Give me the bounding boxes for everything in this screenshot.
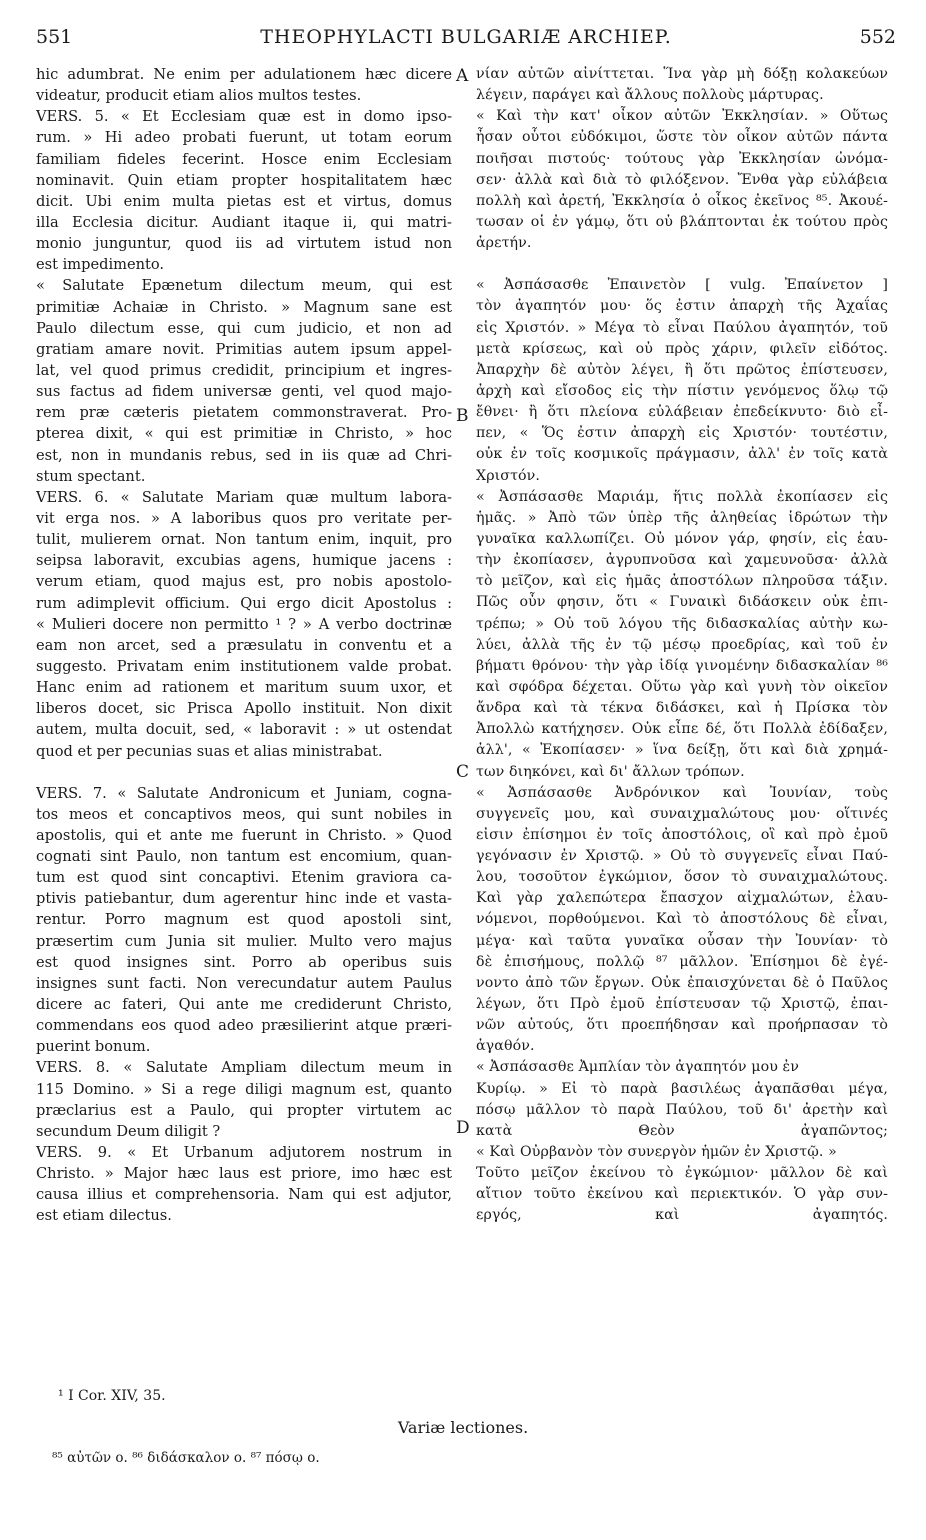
text-line: seipsa laboravit, excubias agens, humique jacens :	[36, 552, 452, 570]
text-line: VERS. 9. « Et Urbanum adjutorem nostrum in	[36, 1144, 452, 1162]
text-line: σεν· ἀλλὰ καὶ διὰ τὸ φιλόξενον. Ἔνθα γὰρ εὐλάβεια	[476, 171, 888, 188]
text-line: ἔθνει· ἢ ὅτι πλείονα εὐλάβειαν ἐπεδείκνυτο· διὸ εἶ-	[476, 404, 888, 421]
text-line: nominavit. Quin etiam propter hospitalitatem hæc	[36, 171, 452, 189]
text-line: νοντο ἀπὸ τῶν ἔργων. Οὐκ ἐπαισχύνεται δὲ ὁ Παῦλος	[476, 974, 888, 991]
text-line: dicere ac fateri, Qui ante me crediderunt Christo,	[36, 996, 452, 1014]
text-line: Καὶ γὰρ χαλεπώτερα ἔπασχον αἰχμαλώτων, ἐλαυ-	[476, 890, 888, 907]
text-line: « Ἀσπάσασθε Ἀνδρόνικον καὶ Ἰουνίαν, τοὺς	[476, 784, 888, 801]
text-line: eam non arcet, sed a præsulatu in conventu et a	[36, 636, 452, 654]
text-line: νῶν αὐτούς, ὅτι προεπήδησαν καὶ προήρπασαν τὸ	[476, 1017, 888, 1034]
text-line: lat, vel quod primus credidit, principium et ingres-	[36, 361, 452, 379]
text-line: rum adimplevit officium. Qui ergo dicit Apostolus :	[36, 594, 452, 612]
text-line: VERS. 8. « Salutate Ampliam dilectum meum in	[36, 1059, 452, 1077]
text-line: suggesto. Privatam enim institutionem valde probat.	[36, 657, 452, 675]
text-line: tum est quod sint concaptivi. Etenim graviora ca-	[36, 869, 452, 887]
text-line: secundum Deum diligit ?	[36, 1122, 221, 1140]
text-line: « Ἀσπάσασθε Ἐπαινετὸν [ vulg. Ἐπαίνετον ]	[476, 277, 888, 294]
text-line: λύει, ἀλλὰ τῆς ἐν τῷ μέσῳ προεδρίας, καὶ τοῦ ἐν	[476, 636, 888, 653]
text-line: ἄνδρα καὶ τὰ τέκνα διδάσκει, καὶ ἡ Πρίσκα τὸν	[476, 700, 888, 717]
text-line: vit erga nos. » A laboribus quos pro veritate per-	[36, 509, 452, 527]
text-line: rentur. Porro magnum est quod apostoli sint,	[36, 911, 452, 929]
text-line: 115 Domino. » Si a rege diligi magnum est, quanto	[36, 1080, 452, 1098]
text-line: apostolis, qui et ante me fuerunt in Christo. » Quod	[36, 826, 452, 844]
text-line: εργός, καὶ ἀγαπητός.	[476, 1207, 888, 1224]
text-line: gratiam amare novit. Primitias autem ipsum appel-	[36, 340, 452, 358]
text-line: VERS. 5. « Et Ecclesiam quæ est in domo ipso-	[36, 108, 452, 126]
text-line: οὐκ ἐν τοῖς κοσμικοῖς πράγμασιν, ἀλλ' ἐν τοῖς κατὰ	[476, 446, 888, 463]
text-line: εἰσιν ἐπίσημοι ἐν τοῖς ἀποστόλοις, οἳ καὶ πρὸ ἐμοῦ	[476, 826, 888, 843]
text-line: μετὰ κρίσεως, καὶ οὐ πρὸς χάριν, φιλεῖν εἰδότος.	[476, 340, 888, 357]
text-line: insignes sunt facti. Non verecundatur autem Paulus	[36, 974, 452, 992]
text-line: τὴν ἐκοπίασεν, ἀγρυπνοῦσα καὶ χαμευνοῦσα· ἀλλὰ	[476, 552, 888, 569]
text-line: γυναῖκα καλλωπίζει. Οὐ μόνον γάρ, φησίν, εἰς ἑαυ-	[476, 530, 888, 547]
text-line: κατὰ Θεὸν ἀγαπῶντος;	[476, 1122, 888, 1139]
text-line: « Ἀσπάσασθε Μαριάμ, ἥτις πολλὰ ἐκοπίασεν εἰς	[476, 488, 888, 505]
text-line: « Ἀσπάσασθε Ἀμπλίαν τὸν ἀγαπητόν μου ἐν	[476, 1059, 799, 1076]
page-number-right: 552	[859, 26, 896, 48]
text-line: est etiam dilectus.	[36, 1207, 172, 1225]
text-line: stum spectant.	[36, 467, 146, 485]
text-line: VERS. 7. « Salutate Andronicum et Juniam, cogna-	[36, 784, 452, 802]
text-line: ἀλλ', « Ἐκοπίασεν· » ἵνα δείξῃ, ὅτι καὶ διὰ χρημά-	[476, 742, 888, 759]
text-line: est quod insignes sint. Porro ab operibus suis	[36, 953, 452, 971]
text-line: βήματι θρόνου· τὴν γὰρ ἰδίᾳ γινομένην διδασκαλίαν ⁸⁶	[476, 657, 888, 674]
text-line: ἀρχὴ καὶ εἴσοδος εἰς τὴν πίστιν γενόμενος ὅλῳ τῷ	[476, 382, 888, 399]
text-line: των διηκόνει, καὶ δι' ἄλλων τρόπων.	[476, 763, 745, 780]
text-line: puerint bonum.	[36, 1038, 151, 1056]
text-line: familiam fideles fecerint. Hosce enim Ecclesiam	[36, 150, 452, 168]
text-line: Πῶς οὖν φησιν, ὅτι « Γυναικὶ διδάσκειν οὐκ ἐπι-	[476, 594, 888, 611]
text-line: præsertim cum Junia sit mulier. Multo vero majus	[36, 932, 452, 950]
latin-column	[36, 64, 452, 1227]
text-line: λέγειν, παράγει καὶ ἄλλους πολλοὺς μάρτυρας.	[476, 87, 824, 104]
text-line: « Καὶ τὴν κατ' οἶκον αὐτῶν Ἐκκλησίαν. » Οὕτως	[476, 108, 888, 125]
text-line: dicit. Ubi enim multa pietas est et virtus, domus	[36, 192, 452, 210]
text-line: ptivis patiebantur, dum agerentur hinc inde et vasta-	[36, 890, 452, 908]
text-line: Τοῦτο μεῖζον ἐκείνου τὸ ἐγκώμιον· μᾶλλον δὲ καὶ	[476, 1165, 888, 1182]
text-line: quod et per pecunias suas et alias ministrabat.	[36, 742, 383, 760]
text-line: rum. » Hi adeo probati fuerunt, ut totam eorum	[36, 129, 452, 147]
text-line: ποιῆσαι πιστούς· τούτους γὰρ Ἐκκλησίαν ὠνόμα-	[476, 150, 888, 167]
text-line: præclarius est a Paulo, qui propter virtutem ac	[36, 1101, 452, 1119]
text-line: est, non in mundanis rebus, sed in iis quæ ad Chri-	[36, 446, 452, 464]
text-line: τὸ μεῖζον, καὶ εἰς ἡμᾶς ἀποστόλων πληροῦσα τάξιν.	[476, 573, 888, 590]
text-line: ἡμᾶς. » Ἀπὸ τῶν ὑπὲρ τῆς ἀληθείας ἱδρώτων τὴν	[476, 509, 888, 526]
margin-mark-d: D	[456, 1118, 470, 1138]
text-line: tos meos et concaptivos meos, qui sunt nobiles in	[36, 805, 452, 823]
running-header	[36, 26, 896, 56]
text-line: « Salutate Epænetum dilectum meum, qui est	[36, 277, 452, 295]
text-line: λου, τοσοῦτον ἐγκώμιον, ὅσον τὸ συναιχμαλώτους.	[476, 869, 888, 886]
text-line: πεν, « Ὅς ἐστιν ἀπαρχὴ εἰς Χριστόν· τουτέστιν,	[476, 425, 888, 442]
margin-mark-a: A	[456, 66, 469, 86]
footnote: ¹ I Cor. XIV, 35.	[58, 1388, 166, 1404]
text-line: πολλὴ καὶ ἀρετή, Ἐκκλησία ὁ οἶκος ἐκεῖνος ⁸⁵. Ἀκουέ-	[476, 192, 888, 209]
text-line: τωσαν οἱ ἐν γάμῳ, ὅτι οὐ βλάπτονται ἐκ τούτου πρὸς	[476, 213, 888, 230]
text-line: autem, multa docuit, sed, « laboravit : » ut ostendat	[36, 721, 452, 739]
text-line: videatur, producit etiam alios multos testes.	[36, 87, 362, 105]
page-number-left: 551	[36, 26, 73, 48]
text-line: μέγα· καὶ ταῦτα γυναῖκα οὖσαν τὴν Ἰουνίαν· τὸ	[476, 932, 888, 949]
text-line: γεγόνασιν ἐν Χριστῷ. » Οὐ τὸ συγγενεῖς εἶναι Παύ-	[476, 848, 888, 865]
text-line: Hanc enim ad rationem et maritum suum uxor, et	[36, 679, 452, 697]
text-line: τρέπω; » Οὐ τοῦ λόγου τῆς διδασκαλίας αὐτὴν κω-	[476, 615, 888, 632]
text-line: rem præ cæteris pietatem commonstraverat. Pro-	[36, 404, 452, 422]
text-line: VERS. 6. « Salutate Mariam quæ multum labora-	[36, 488, 452, 506]
text-line: πόσῳ μᾶλλον τὸ παρὰ Παύλου, τοῦ δι' ἀρετὴν καὶ	[476, 1101, 888, 1118]
text-line	[36, 762, 452, 783]
text-line: causa illius et comprehensoria. Nam qui est adjutor,	[36, 1186, 452, 1204]
text-line: νόμενοι, πορθούμενοι. Καὶ τὸ ἀποστόλους δὲ εἶναι,	[476, 911, 888, 928]
text-line: liberos docet, sic Prisca Apollo instituit. Non dixit	[36, 700, 452, 718]
text-line: est impedimento.	[36, 256, 165, 274]
text-line: ἀγαθόν.	[476, 1038, 535, 1055]
text-line: pterea dixit, « qui est primitiæ in Christo, » hoc	[36, 425, 452, 443]
text-line: αἴτιον τοῦτο ἐκείνου καὶ περιεκτικόν. Ὁ γὰρ συν-	[476, 1186, 888, 1203]
text-line: νίαν αὐτῶν αἰνίττεται. Ἵνα γὰρ μὴ δόξῃ κολακεύων	[476, 66, 888, 82]
text-line: sus factus ad fidem universæ genti, vel quod majo-	[36, 383, 452, 401]
text-line: verum etiam, quod majus est, pro nobis apostolo-	[36, 573, 452, 591]
text-line: δὲ ἐπισήμους, πολλῷ ⁸⁷ μᾶλλον. Ἐπίσημοι δὲ ἐγέ-	[476, 953, 888, 970]
text-line: « Καὶ Οὐρβανὸν τὸν συνεργὸν ἡμῶν ἐν Χριστῷ. »	[476, 1144, 837, 1161]
text-line: Κυρίῳ. » Εἰ τὸ παρὰ βασιλέως ἀγαπᾶσθαι μέγα,	[476, 1080, 888, 1097]
text-line: commendans eos quod adeo præsilierint atque præri-	[36, 1017, 452, 1035]
text-line: primitiæ Achaiæ in Christo. » Magnum sane est	[36, 298, 452, 316]
text-line: τὸν ἀγαπητόν μου· ὅς ἐστιν ἀπαρχὴ τῆς Ἀχαΐας	[476, 298, 888, 315]
text-line: εἰς Χριστόν. » Μέγα τὸ εἶναι Παύλου ἀγαπητόν, τοῦ	[476, 319, 888, 336]
running-title: THEOPHYLACTI BULGARIÆ ARCHIEP.	[260, 26, 672, 48]
margin-mark-c: C	[456, 762, 470, 782]
text-line: καὶ σφόδρα δέχεται. Οὕτω γὰρ καὶ γυνὴ τὸν οἰκεῖον	[476, 678, 888, 695]
variae-lectiones-title: Variæ lectiones.	[397, 1418, 529, 1437]
text-line: tulit, mulierem ornat. Non tantum enim, inquit, pro	[36, 531, 452, 549]
text-line: συγγενεῖς μου, καὶ συναιχμαλώτους μου· οἵτινές	[476, 805, 888, 822]
text-line: ἀρετήν.	[476, 235, 532, 252]
text-line: λέγων, ὅτι Πρὸ ἐμοῦ ἐπίστευσαν τῷ Χριστῷ, ἐπαι-	[476, 996, 888, 1013]
text-line: illa Ecclesia dicitur. Audiant itaque ii, qui matri-	[36, 213, 452, 231]
text-line: Christo. » Major hæc laus est priore, imo hæc est	[36, 1165, 452, 1183]
text-line: hic adumbrat. Ne enim per adulationem hæc dicere	[36, 66, 452, 83]
text-line: Ἀπαρχὴν δὲ αὐτὸν λέγει, ἢ ὅτι πρῶτος ἐπίστευσεν,	[476, 361, 888, 378]
text-line: cognati sint Paulo, non tantum est encomium, quan-	[36, 848, 452, 866]
text-line: « Mulieri docere non permitto ¹ ? » A verbo doctrinæ	[36, 615, 452, 633]
greek-column	[476, 64, 888, 1227]
text-line: Paulo dilectum esse, qui cum judicio, et non ad	[36, 319, 452, 337]
text-line: Ἀπολλὼ κατήχησεν. Οὐκ εἶπε δέ, ὅτι Πολλὰ ἐδίδαξεν,	[476, 721, 888, 738]
text-line: ἦσαν οὗτοι εὐδόκιμοι, ὥστε τὸν οἶκον αὐτῶν πάντα	[476, 129, 888, 146]
text-line	[476, 254, 888, 275]
variae-lectiones-line: ⁸⁵ αὐτῶν ο. ⁸⁶ διδάσκαλον ο. ⁸⁷ πόσῳ ο.	[52, 1450, 320, 1466]
text-line: monio junguntur, quod iis ad virtutem istud non	[36, 235, 452, 253]
text-line: Χριστόν.	[476, 467, 541, 484]
margin-mark-b: B	[456, 406, 469, 426]
